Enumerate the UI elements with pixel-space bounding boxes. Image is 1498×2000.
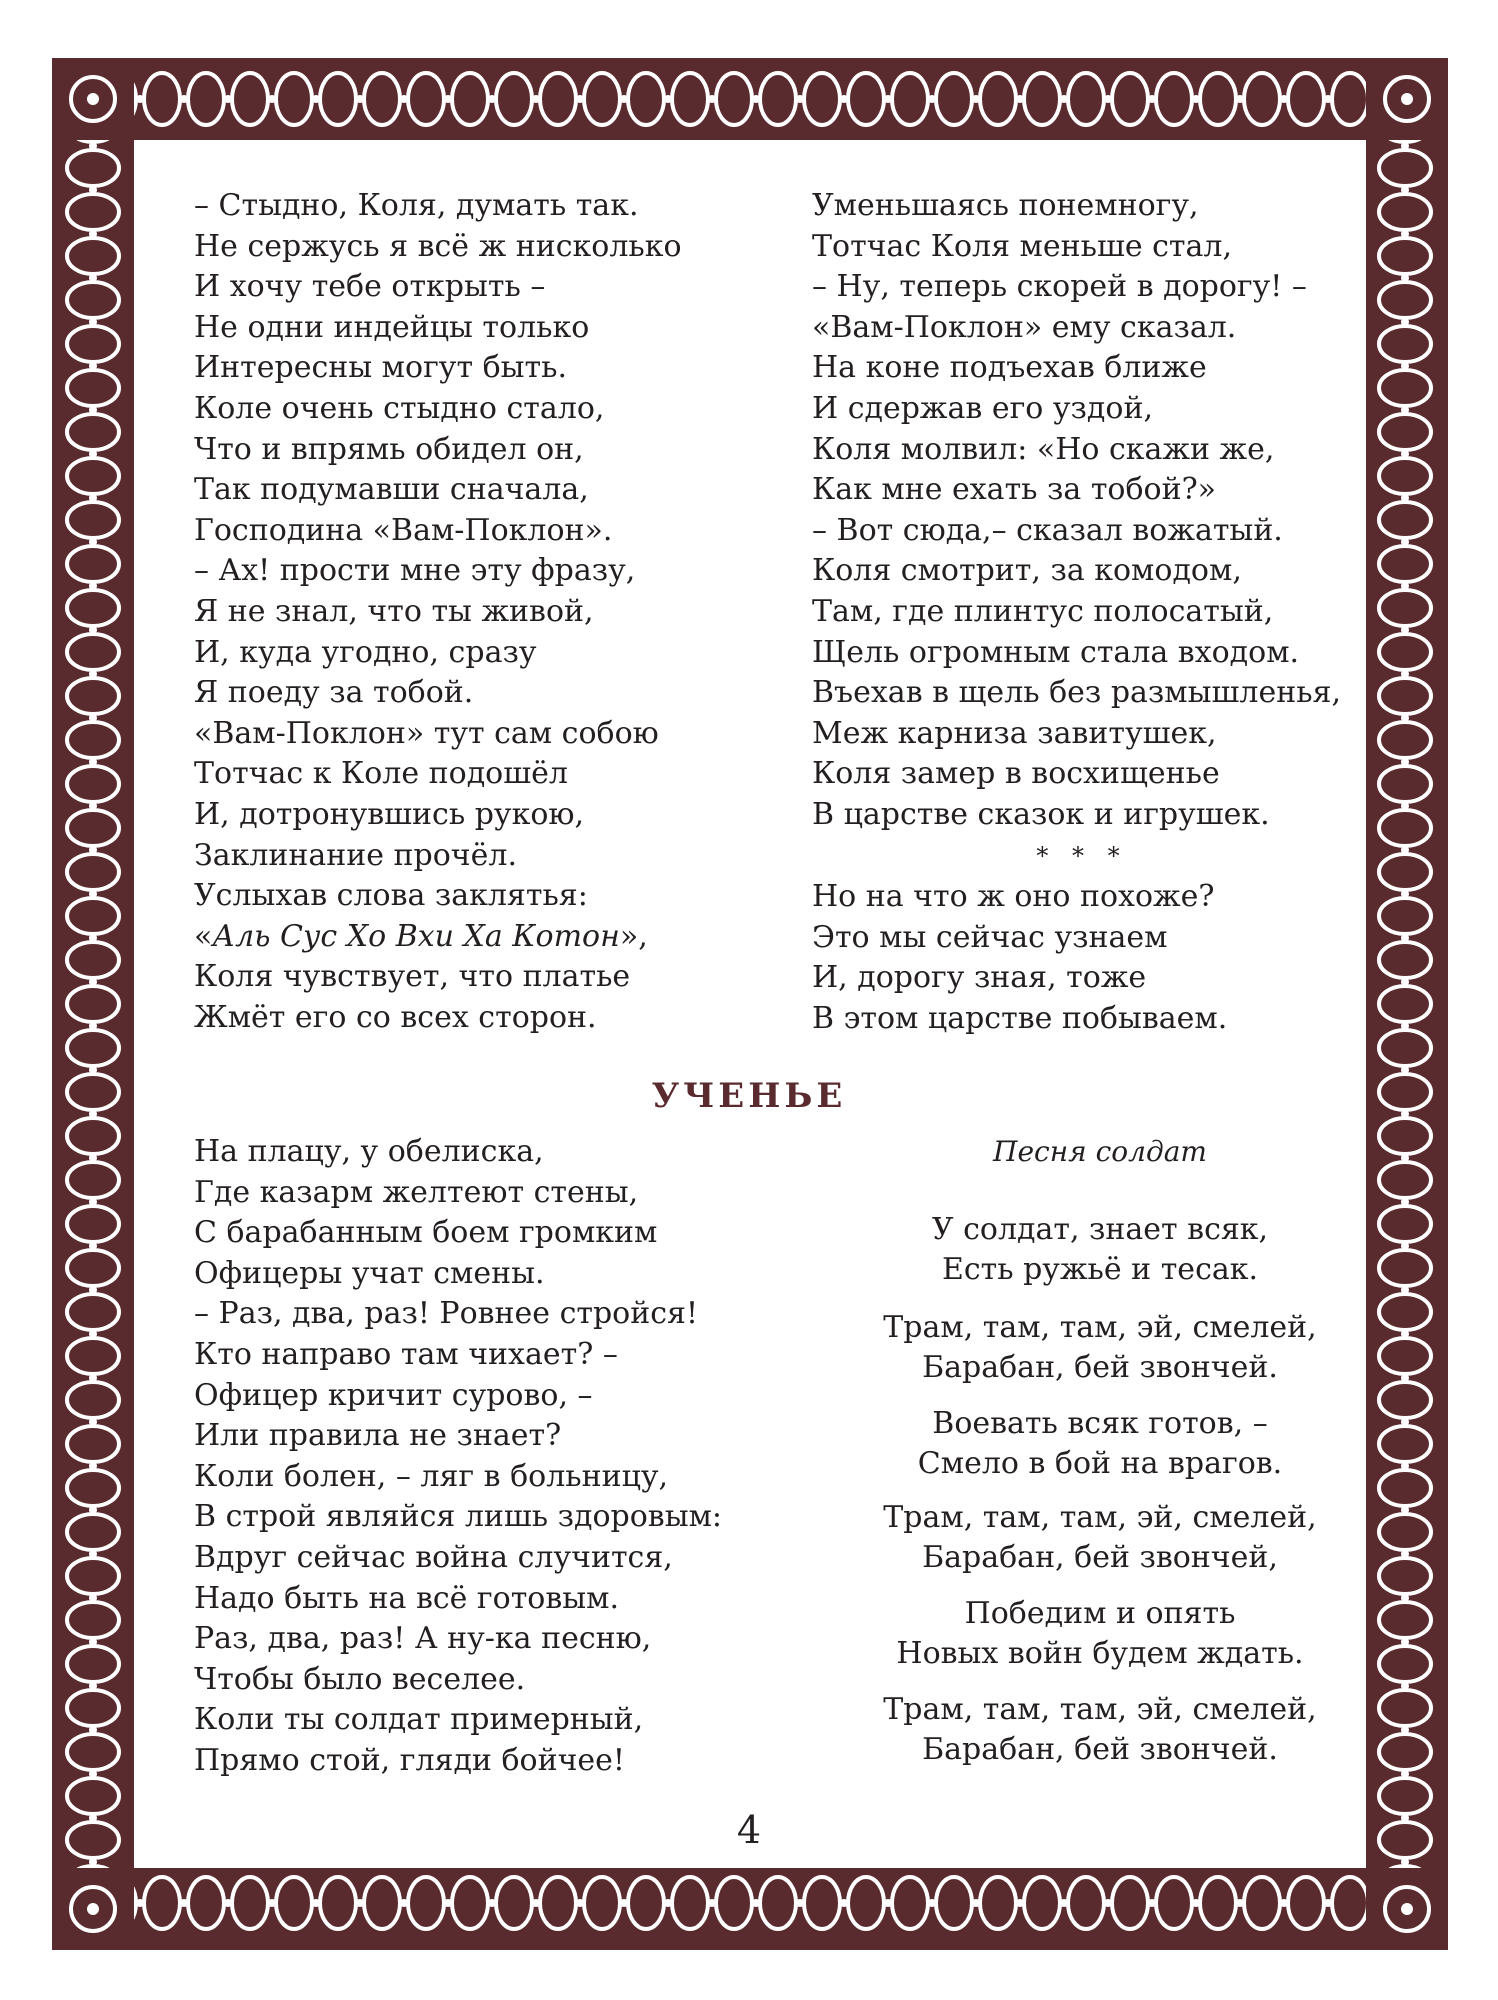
poem-line: Где казарм желтеют стены,: [194, 1174, 639, 1210]
poem-line: Коля молвил: «Но скажи же,: [812, 431, 1275, 467]
poem-line: На плацу, у обелиска,: [194, 1134, 544, 1169]
poem-line: – Стыдно, Коля, думать так.: [194, 188, 639, 223]
poem-line: Что и впрямь обидел он,: [194, 431, 584, 467]
poem-line: И, дорогу зная, тоже: [812, 960, 1147, 996]
poem-line: Щель огромным стала входом.: [812, 634, 1300, 670]
poem-line: Коля смотрит, за комодом,: [812, 553, 1242, 589]
poem-line: Офицеры учат смены.: [194, 1255, 545, 1291]
poem-right-column: [812, 186, 1341, 836]
spell-quote-close: »,: [619, 918, 648, 954]
poem-line: Раз, два, раз! А ну-ка песню,: [194, 1621, 652, 1657]
spell-quote-open: «: [194, 918, 213, 954]
poem-line: Коли болен, – ляг в больницу,: [194, 1458, 669, 1494]
poem-line: Там, где плинтус полосатый,: [812, 593, 1274, 629]
poem-line: Жмёт его со всех сторон.: [194, 999, 597, 1035]
poem-line: Не одни индейцы только: [194, 309, 590, 345]
poem-line: Интересны могут быть.: [194, 350, 567, 386]
poem-line: И, куда угодно, сразу: [194, 634, 537, 670]
song-line: Новых войн будем ждать.: [896, 1636, 1304, 1671]
song-stanza: [840, 1498, 1360, 1578]
poem-line: Коле очень стыдно стало,: [194, 390, 605, 426]
song-line: Смело в бой на врагов.: [917, 1446, 1283, 1481]
poem-line: И, дотронувшись рукою,: [194, 796, 585, 832]
song-title: Песня солдат: [993, 1135, 1207, 1168]
poem-line: И сдержав его уздой,: [812, 390, 1153, 426]
poem-line: В этом царстве побываем.: [812, 1000, 1228, 1036]
poem-line: Меж карниза завитушек,: [812, 715, 1217, 751]
poem-line: Не сержусь я всё ж нисколько: [194, 228, 682, 264]
poem-line: Тотчас к Коле подошёл: [194, 756, 568, 792]
poem-line: Или правила не знает?: [194, 1418, 562, 1454]
poem-line: Как мне ехать за тобой?»: [812, 472, 1217, 508]
song-line: У солдат, знает всяк,: [931, 1212, 1269, 1247]
poem-line: «Вам-Поклон» ему сказал.: [812, 309, 1237, 345]
poem-line: – Раз, два, раз! Ровнее стройся!: [194, 1296, 699, 1332]
study-poem-column: [194, 1132, 722, 1782]
poem-line: Коля замер в восхищенье: [812, 756, 1220, 792]
poem-line: В строй являйся лишь здоровым:: [194, 1499, 723, 1535]
poem-line: Коли ты солдат примерный,: [194, 1702, 644, 1738]
song-line: Есть ружьё и тесак.: [941, 1252, 1259, 1287]
poem-line: В царстве сказок и игрушек.: [812, 796, 1270, 832]
song-stanza: [840, 1690, 1360, 1770]
poem-line: Въехав в щель без размышленья,: [812, 675, 1341, 711]
poem-line: Уменьшаясь понемногу,: [812, 188, 1199, 223]
poem-line: Но на что ж оно похоже?: [812, 879, 1215, 914]
poem-line: С барабанным боем громким: [194, 1215, 658, 1251]
song-stanza: [840, 1308, 1360, 1388]
poem-line: Это мы сейчас узнаем: [812, 919, 1168, 955]
poem-line: – Вот сюда,– сказал вожатый.: [812, 512, 1283, 548]
section-title: УЧЕНЬЕ: [651, 1076, 847, 1116]
spell-line: [194, 917, 682, 958]
poem-line: Господина «Вам-Поклон».: [194, 512, 613, 548]
song-line: Трам, там, там, эй, смелей,: [883, 1500, 1317, 1535]
poem-right-continuation: [812, 877, 1227, 1039]
song-stanza: [840, 1594, 1360, 1674]
page-number: 4: [736, 1808, 762, 1852]
poem-line: На коне подъехав ближе: [812, 350, 1207, 386]
song-line: Барабан, бей звончей.: [922, 1732, 1278, 1767]
poem-line: Прямо стой, гляди бойчее!: [194, 1742, 625, 1778]
song-line: Победим и опять: [964, 1596, 1236, 1631]
poem-left-column: [194, 186, 682, 1038]
song-line: Трам, там, там, эй, смелей,: [883, 1692, 1317, 1727]
poem-line: Офицер кричит сурово, –: [194, 1377, 593, 1413]
song-stanza: [840, 1210, 1360, 1290]
poem-line: Заклинание прочёл.: [194, 837, 517, 873]
poem-line: Вдруг сейчас война случится,: [194, 1539, 673, 1575]
song-line: Трам, там, там, эй, смелей,: [883, 1310, 1317, 1345]
stanza-separator: * * *: [1036, 842, 1128, 870]
song-line: Воевать всяк готов, –: [932, 1406, 1268, 1441]
poem-line: Чтобы было веселее.: [194, 1661, 526, 1697]
poem-line: Я не знал, что ты живой,: [194, 593, 594, 629]
spell-text: Аль Сус Хо Вхи Ха Котон: [212, 918, 620, 954]
poem-line: – Ах! прости мне эту фразу,: [194, 553, 636, 589]
poem-line: И хочу тебе открыть –: [194, 269, 546, 305]
song-line: Барабан, бей звончей,: [922, 1540, 1278, 1575]
poem-line: Так подумавши сначала,: [194, 472, 589, 508]
poem-line: Кто направо там чихает? –: [194, 1336, 618, 1372]
poem-line: Я поеду за тобой.: [194, 675, 474, 711]
poem-line: «Вам-Поклон» тут сам собою: [194, 715, 659, 751]
poem-line: Тотчас Коля меньше стал,: [812, 228, 1232, 264]
poem-line: Надо быть на всё готовым.: [194, 1580, 619, 1616]
song-line: Барабан, бей звончей.: [922, 1350, 1278, 1385]
song-stanza: [840, 1404, 1360, 1484]
poem-line: – Ну, теперь скорей в дорогу! –: [812, 269, 1307, 305]
poem-line: Услыхав слова заклятья:: [194, 878, 588, 914]
poem-line: Коля чувствует, что платье: [194, 959, 631, 995]
